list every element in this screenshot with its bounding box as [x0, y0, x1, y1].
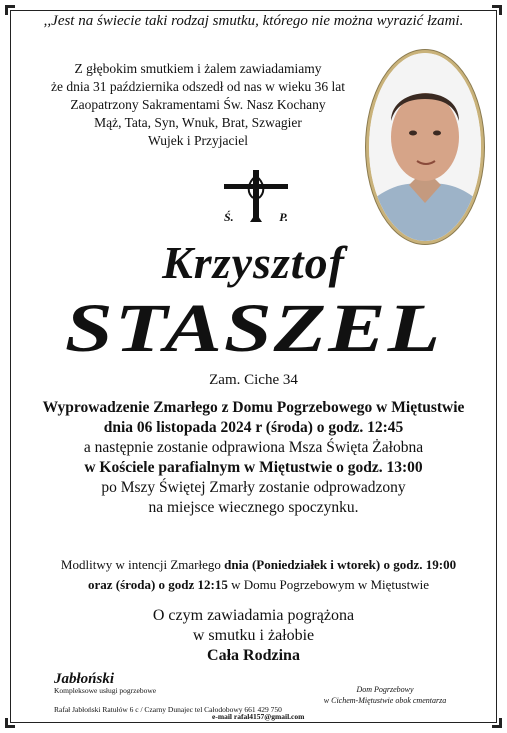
- funeral-home-logo: Jabłoński: [54, 671, 115, 687]
- funeral-home-info: [54, 672, 304, 714]
- sp-label: [224, 210, 288, 225]
- intro-line: Mąż, Tata, Syn, Wnuk, Brat, Szwagier: [94, 115, 302, 130]
- prayer-line-1: [30, 555, 487, 575]
- closing-note: [0, 606, 507, 666]
- closing-line: O czym zawiadamia pogrążona: [152, 607, 355, 624]
- ceremony-line: dnia 06 listopada 2024 r (środa) o godz. 12:45: [103, 419, 404, 436]
- prayer-time: oraz (środa) o godz 12:15: [88, 577, 228, 592]
- corner-ornament: [5, 718, 15, 728]
- deceased-portrait: [366, 50, 484, 244]
- funeral-house-address: w Cichem-Miętustwie obok cmentarza: [323, 696, 447, 705]
- ceremony-line: Wyprowadzenie Zmarłego z Domu Pogrzebowego w Miętustwie: [42, 399, 465, 416]
- ceremony-details: [0, 398, 507, 518]
- prayer-text: Modlitwy w intencji Zmarłego: [60, 557, 225, 572]
- intro-line: że dnia 31 października odszedł od nas w wieku 36 lat: [51, 79, 345, 94]
- funeral-home-tagline: Kompleksowe usługi pogrzebowe: [54, 686, 157, 695]
- corner-ornament: [492, 718, 502, 728]
- intro-line: Zaopatrzony Sakramentami Św. Nasz Kochany: [70, 97, 326, 112]
- prayer-line-2: [30, 575, 487, 595]
- deceased-surname: STASZEL: [64, 289, 443, 367]
- opening-quote: ,,Jest na świecie taki rodzaj smutku, którego nie można wyrazić łzami.: [43, 13, 464, 29]
- funeral-house-title: Dom Pogrzebowy: [356, 685, 414, 694]
- sp-right: P.: [279, 210, 288, 224]
- closing-line: w smutku i żałobie: [192, 627, 315, 644]
- residence-address: Zam. Ciche 34: [209, 372, 298, 388]
- deceased-first-name: Krzysztof: [162, 237, 345, 288]
- funeral-home-contact: Rafał Jabłoński Ratułów 6 c / Czarny Dunajec tel Całodobowy 661 429 750: [54, 705, 282, 714]
- prayer-text: w Domu Pogrzebowym w Miętustwie: [227, 577, 429, 592]
- intro-line: Z głębokim smutkiem i żalem zawiadamiamy: [74, 61, 322, 76]
- intro-line: Wujek i Przyjaciel: [148, 133, 248, 148]
- prayer-time: dnia (Poniedziałek i wtorek) o godz. 19:00: [224, 557, 457, 572]
- funeral-house-location: [310, 684, 460, 706]
- family-signature: Cała Rodzina: [207, 647, 300, 664]
- contact-email: e-mail rafal4157@gmail.com: [212, 712, 305, 721]
- ceremony-line: a następnie zostanie odprawiona Msza Święta Żałobna: [83, 439, 424, 456]
- ceremony-line: po Mszy Świętej Zmarły zostanie odprowadzony: [101, 479, 406, 496]
- prayer-schedule: [30, 555, 487, 595]
- announcement-intro: [48, 60, 348, 150]
- sp-left: Ś.: [224, 210, 234, 224]
- ceremony-line: w Kościele parafialnym w Miętustwie o godz. 13:00: [84, 459, 423, 476]
- ceremony-line: na miejsce wiecznego spoczynku.: [148, 499, 359, 516]
- portrait-image: [369, 53, 481, 241]
